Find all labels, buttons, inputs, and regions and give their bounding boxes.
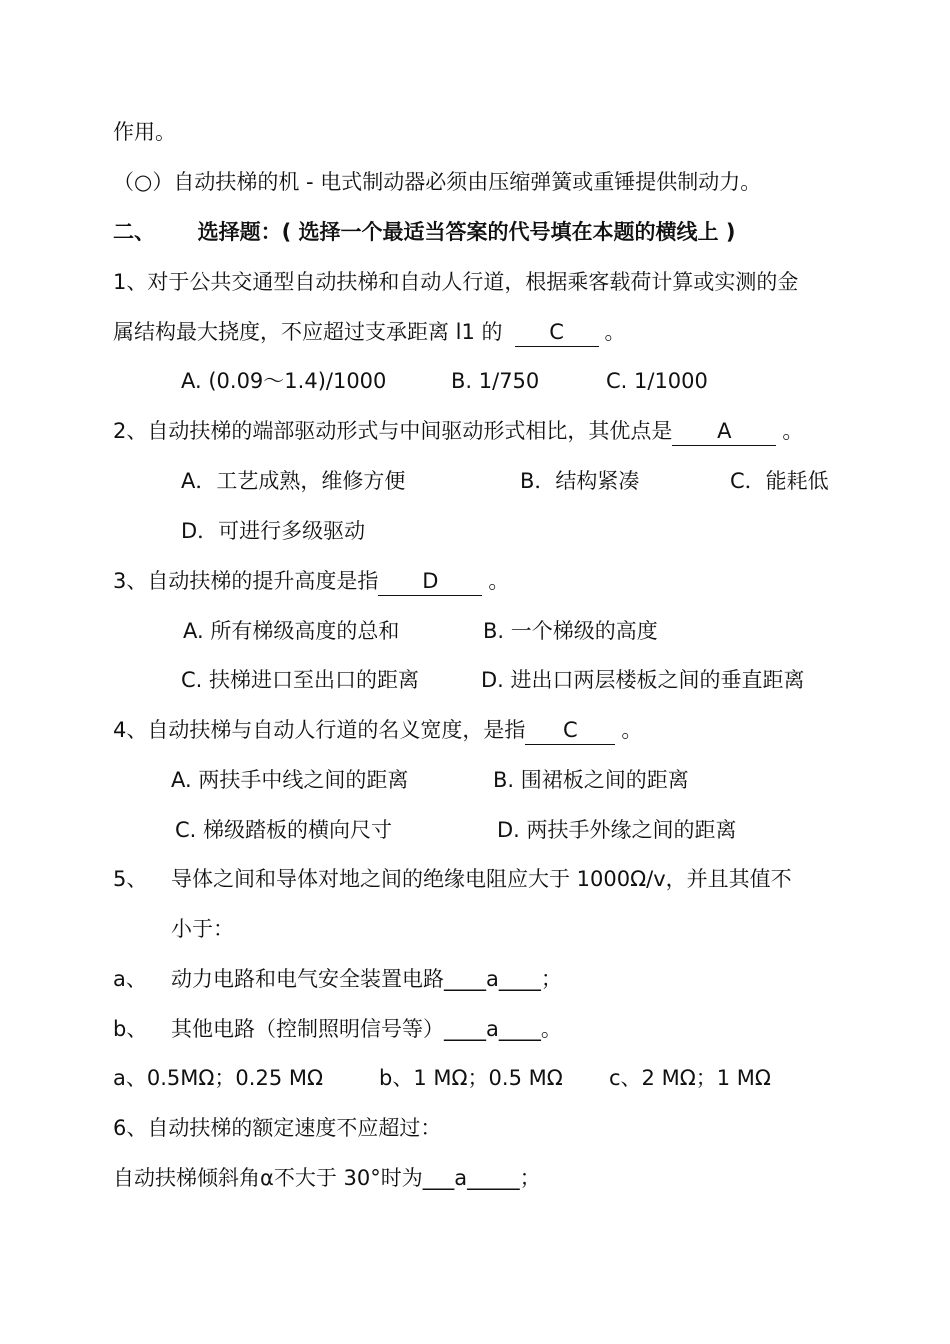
answer-blank: A <box>672 417 776 446</box>
punctuation: 。 <box>621 718 643 742</box>
option-c: C. 1/1000 <box>606 369 708 393</box>
question-text: 3、自动扶梯的提升高度是指 <box>113 569 379 593</box>
option-a: a、0.5MΩ；0.25 MΩ <box>113 1066 324 1090</box>
question-1-line-1: 1、对于公共交通型自动扶梯和自动人行道，根据乘客载荷计算或实测的金 <box>113 270 799 294</box>
option-d: D. 进出口两层楼板之间的垂直距离 <box>481 668 805 692</box>
question-2 <box>113 416 803 446</box>
sub-item-b-text: 其他电路（控制照明信号等）____a____。 <box>171 1017 562 1041</box>
option-b: b、1 MΩ；0.5 MΩ <box>379 1066 563 1090</box>
option-b: B. 围裙板之间的距离 <box>493 768 689 792</box>
option-c: c、2 MΩ；1 MΩ <box>609 1066 771 1090</box>
option-c: C．能耗低 <box>730 469 829 493</box>
section-title: 选择题：( 选择一个最适当答案的代号填在本题的横线上 ) <box>197 220 736 244</box>
question-5-number: 5、 <box>113 867 148 891</box>
punctuation: 。 <box>604 320 626 344</box>
sub-item-a-label: a、 <box>113 967 147 991</box>
punctuation: 。 <box>782 419 804 443</box>
option-a: A. 所有梯级高度的总和 <box>183 619 400 643</box>
option-b: B. 1/750 <box>451 369 540 393</box>
section-number: 二、 <box>113 220 155 244</box>
question-1-line-2 <box>113 317 626 347</box>
option-a: A. (0.09～1.4)/1000 <box>181 369 387 393</box>
question-5-line-2: 小于： <box>171 917 234 941</box>
question-6: 6、自动扶梯的额定速度不应超过： <box>113 1116 442 1140</box>
question-6-item-a: 自动扶梯倾斜角α不大于 30°时为___a_____； <box>113 1166 541 1190</box>
option-b: B．结构紧凑 <box>520 469 640 493</box>
question-text: 4、自动扶梯与自动人行道的名义宽度，是指 <box>113 718 526 742</box>
sub-item-a-text: 动力电路和电气安全装置电路____a____； <box>171 967 562 991</box>
option-a: A．工艺成熟，维修方便 <box>181 469 406 493</box>
section-heading <box>113 217 735 247</box>
question-3 <box>113 566 509 596</box>
punctuation: 。 <box>488 569 510 593</box>
option-d: D．可进行多级驱动 <box>181 519 366 543</box>
text-line: （○）自动扶梯的机 - 电式制动器必须由压缩弹簧或重锤提供制动力。 <box>113 170 762 194</box>
text-line: 作用。 <box>113 120 176 144</box>
option-d: D. 两扶手外缘之间的距离 <box>497 818 737 842</box>
question-text: 2、自动扶梯的端部驱动形式与中间驱动形式相比，其优点是 <box>113 419 673 443</box>
option-b: B. 一个梯级的高度 <box>483 619 658 643</box>
question-text: 属结构最大挠度，不应超过支承距离 l1 的 <box>113 320 503 344</box>
question-4 <box>113 715 642 745</box>
option-c: C. 梯级踏板的横向尺寸 <box>175 818 393 842</box>
option-c: C. 扶梯进口至出口的距离 <box>181 668 420 692</box>
answer-blank: D <box>378 567 482 596</box>
answer-blank: C <box>525 716 615 745</box>
sub-item-b-label: b、 <box>113 1017 148 1041</box>
option-a: A. 两扶手中线之间的距离 <box>171 768 409 792</box>
question-5-line-1: 导体之间和导体对地之间的绝缘电阻应大于 1000Ω/v，并且其值不 <box>171 867 792 891</box>
answer-blank: C <box>515 318 599 347</box>
